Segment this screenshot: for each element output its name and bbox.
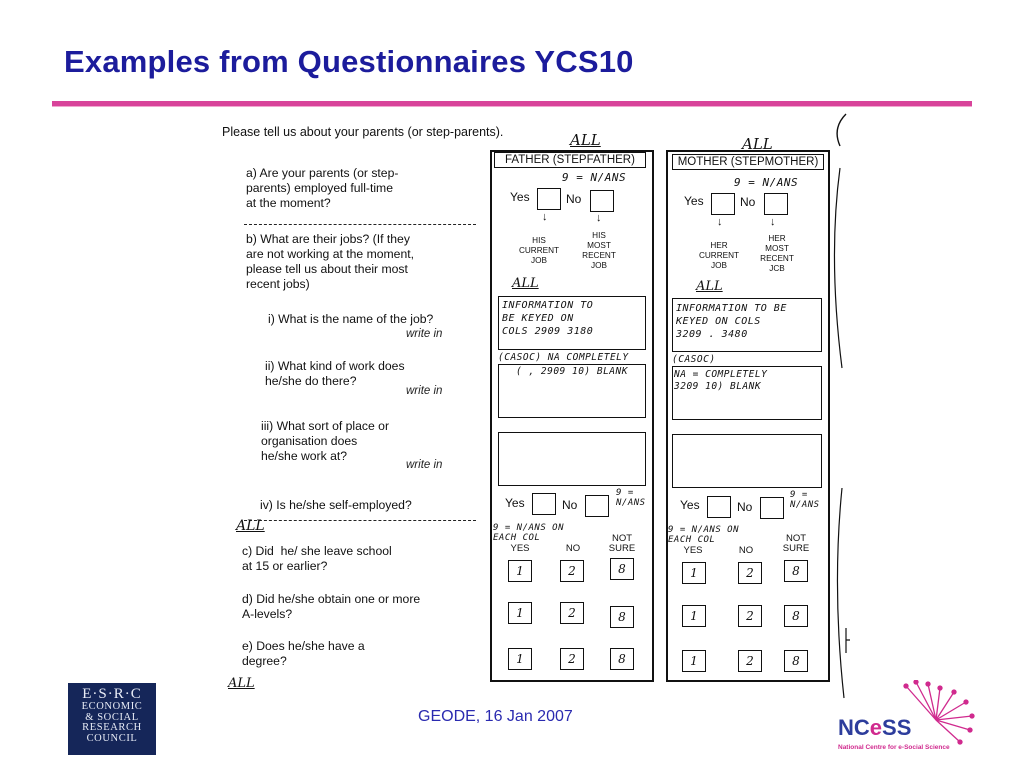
father-e-not-sure[interactable]: 8 (610, 648, 634, 670)
mother-col-no: NO (738, 545, 754, 556)
esrc-logo-line4: RESEARCH (82, 722, 142, 733)
mother-no-arrow-icon: ↓ (770, 216, 776, 228)
mother-d-no[interactable]: 2 (738, 605, 762, 627)
father-col-yes: YES (510, 543, 530, 554)
ncess-wordmark (838, 715, 911, 741)
footer-date: GEODE, 16 Jan 2007 (418, 708, 573, 725)
write-in-3: write in (406, 459, 443, 471)
father-d-not-sure[interactable]: 8 (610, 606, 634, 628)
question-b-ii: ii) What kind of work does he/she do there? (265, 359, 405, 388)
father-casoc: (CASOC) NA COMPLETELY (498, 352, 629, 363)
ncess-tagline: National Centre for e-Social Science (838, 744, 950, 751)
father-self-no-checkbox[interactable] (585, 495, 609, 517)
mother-no-label: No (740, 195, 756, 209)
father-no-arrow-icon: ↓ (596, 212, 602, 224)
mother-info-keyed: INFORMATION TO BE KEYED ON COLS 3209 . 3480 (676, 303, 787, 340)
question-b-iii: iii) What sort of place or organisation does he/she work at? (261, 419, 390, 463)
father-c-yes[interactable]: 1 (508, 560, 532, 582)
father-self-yes-label: Yes (505, 496, 525, 510)
scan-margin-strokes (822, 108, 850, 700)
question-b: b) What are their jobs? (If they are not working at the moment, please tell us about their most recent jobs) (246, 232, 415, 291)
ncess-wordmark-ss: SS (882, 715, 912, 740)
mother-c-yes[interactable]: 1 (682, 562, 706, 584)
question-c: c) Did he/ she leave school at 15 or earlier? (242, 544, 392, 573)
esrc-logo-line3: & SOCIAL (85, 711, 139, 723)
esrc-logo-line5: COUNCIL (86, 732, 138, 744)
father-each-col: 9 = N/ANS ON EACH COL (493, 523, 565, 543)
form-intro: Please tell us about your parents (or step-parents). (222, 125, 504, 139)
her-current-job-label: HER CURRENT JOB (698, 241, 740, 270)
divider-b (244, 520, 476, 521)
father-self-no-label: No (562, 498, 578, 512)
father-place-box (498, 432, 646, 486)
esrc-logo-line2: ECONOMIC (81, 701, 143, 712)
hw-all-c: ALL (236, 518, 265, 534)
mother-casoc-2: NA = COMPLETELY 3209 10) BLANK (674, 369, 768, 392)
mother-yes-checkbox[interactable] (711, 193, 735, 215)
mother-self-yes-checkbox[interactable] (707, 496, 731, 518)
father-info-keyed: INFORMATION TO BE KEYED ON COLS 2909 3180 (502, 300, 594, 337)
father-e-yes[interactable]: 1 (508, 648, 532, 670)
father-e-no[interactable]: 2 (560, 648, 584, 670)
hw-all-father: ALL (570, 131, 601, 149)
mother-casoc: (CASOC) (672, 354, 716, 365)
title-rule (52, 101, 972, 107)
mother-place-box (672, 434, 822, 488)
write-in-2: write in (406, 385, 443, 397)
mother-header: MOTHER (STEPMOTHER) (672, 154, 824, 170)
question-b-iv: iv) Is he/she self-employed? (260, 498, 412, 512)
ncess-logo (836, 680, 986, 760)
father-yes-label: Yes (510, 190, 530, 204)
hw-all-mother: ALL (742, 135, 773, 153)
mother-nine-nans: 9 = N/ANS (734, 176, 799, 189)
mother-col-not-sure: NOT SURE (782, 533, 810, 554)
mother-c-not-sure[interactable]: 8 (784, 560, 808, 582)
esrc-logo-line1: E·S·R·C (82, 686, 142, 702)
slide-title: Examples from Questionnaires YCS10 (64, 44, 634, 79)
mother-d-not-sure[interactable]: 8 (784, 605, 808, 627)
father-casoc-2: ( , 2909 10) BLANK (516, 366, 628, 377)
his-current-job-label: HIS CURRENT JOB (518, 236, 560, 265)
mother-yes-label: Yes (684, 194, 704, 208)
her-recent-job-label: HER MOST RECENT JCB (760, 234, 794, 273)
father-nine-nans: 9 = N/ANS (562, 171, 627, 184)
father-header: FATHER (STEPFATHER) (494, 152, 646, 168)
father-d-yes[interactable]: 1 (508, 602, 532, 624)
ncess-wordmark-e: e (869, 715, 883, 740)
father-c-no[interactable]: 2 (560, 560, 584, 582)
mother-e-no[interactable]: 2 (738, 650, 762, 672)
write-in-1: write in (406, 328, 443, 340)
father-no-label: No (566, 192, 582, 206)
mother-self-no-label: No (737, 500, 753, 514)
father-no-checkbox[interactable] (590, 190, 614, 212)
mother-col-yes: YES (683, 545, 703, 556)
mother-self-yes-label: Yes (680, 498, 700, 512)
father-self-yes-checkbox[interactable] (532, 493, 556, 515)
mother-d-yes[interactable]: 1 (682, 605, 706, 627)
father-all-2: ALL (512, 276, 539, 291)
mother-each-col: 9 = N/ANS ON EACH COL (668, 525, 740, 545)
question-a: a) Are your parents (or step- parents) employed full-time at the moment? (246, 166, 399, 210)
esrc-logo (68, 683, 156, 755)
question-b-i: i) What is the name of the job? (268, 312, 434, 326)
ncess-wordmark-nc: NC (838, 715, 870, 740)
mother-e-not-sure[interactable]: 8 (784, 650, 808, 672)
mother-all-2: ALL (696, 279, 723, 294)
father-yes-arrow-icon: ↓ (542, 211, 548, 223)
mother-nine-eq: 9 = N/ANS (790, 490, 820, 510)
father-d-no[interactable]: 2 (560, 602, 584, 624)
father-yes-checkbox[interactable] (537, 188, 561, 210)
father-c-not-sure[interactable]: 8 (610, 558, 634, 580)
mother-e-yes[interactable]: 1 (682, 650, 706, 672)
mother-c-no[interactable]: 2 (738, 562, 762, 584)
question-e: e) Does he/she have a degree? (242, 639, 365, 668)
mother-no-checkbox[interactable] (764, 193, 788, 215)
question-d: d) Did he/she obtain one or more A-levels? (242, 592, 421, 621)
scanned-questionnaire (210, 108, 850, 700)
mother-self-no-checkbox[interactable] (760, 497, 784, 519)
divider-a (244, 224, 476, 225)
mother-yes-arrow-icon: ↓ (717, 216, 723, 228)
his-recent-job-label: HIS MOST RECENT JOB (582, 231, 616, 270)
father-col-no: NO (565, 543, 581, 554)
father-col-not-sure: NOT SURE (608, 533, 636, 554)
hw-all-bottom: ALL (228, 676, 255, 691)
father-nine-eq: 9 = N/ANS (616, 488, 646, 508)
